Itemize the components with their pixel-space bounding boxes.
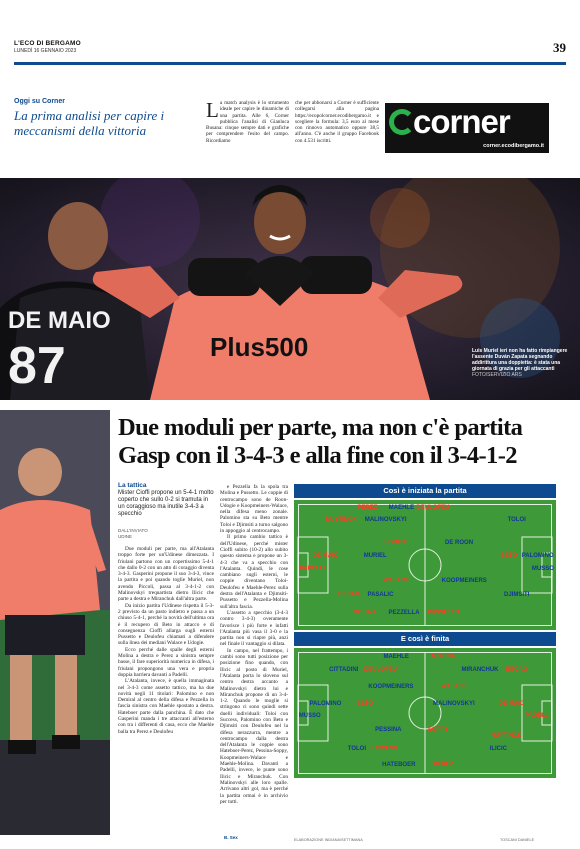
jersey-sponsor-text: Plus500 [210,332,309,362]
headline-line-2: Gasp con il 3-4-3 e alla fine con il 3-4-1-2 [118,442,517,469]
player-label: SOPPY [427,726,449,733]
byline-role: DALL'INVIATO [118,528,148,533]
issue-date: LUNEDÌ 16 GENNAIO 2023 [14,48,77,54]
author-signature: B. Sex [224,835,238,840]
section-title: La prima analisi per capire i meccanismi della vittoria [14,108,165,138]
player-label: DEULOFEU [416,504,450,511]
player-label: TOLOI [347,746,366,753]
headline-line-1: Due moduli per parte, ma non c'è partita [118,414,523,441]
graphic-title-end: E così è finita [294,632,556,646]
promo-text-col-2 [295,100,379,144]
player-label: MUSSO [298,712,321,719]
player-label: DEULOFEU [363,667,397,674]
paragraph: e Pezzella fa la spola tra Molina e Pussetto. Le coppie di centrocampo sono de Roon-Udogie e Koopmeiners-Walace, nella difesa meno zonale. Palomino sta su Beto mentre Toloi e Djimsiti a turno salgono in appoggio al centrocampo. [220,484,288,535]
promo-text-2: che per abbonarsi a Corner è sufficiente collegarsi alla pagina https://ecopolcorner.ecodibergamo.it e scegliere la formula: 3,5 euro al mese con rinnovo automatico oppure 38,5 all'anno. C'è anche il gruppo Facebook con 4.531 iscritti. [295,100,379,144]
player-label: DE MAIO [312,552,339,559]
back-number-text: 87 [8,337,66,395]
player-label: WALACE [440,684,467,690]
lineup-graphic [294,484,556,820]
player-label: TOLOI [507,516,526,523]
player-label: MALINOVSKYI [364,516,407,523]
player-label: WALACE [383,577,410,584]
player-label: BETO [356,700,374,707]
article-column-1 [118,546,214,834]
photo-caption-text: Luis Muriel ieri non ha fatto rimpiangere l'assente Duván Zapata segnando addirittura una doppietta: è stata una giornata di grazia per gli attaccanti [472,348,568,372]
corner-logo-icon [389,109,415,135]
player-label: BECAO [505,667,528,674]
section-kicker: Oggi su Corner [14,98,65,105]
player-label: PADELLI [525,712,551,719]
player-label: UDOGIE [384,539,409,546]
player-label: MAEHLE [388,504,415,511]
player-label: PESSINA [375,726,402,733]
player-label: MIRANCHUK [461,667,499,674]
player-label: PEZZELLA [388,610,420,617]
article-column-2 [220,484,288,832]
back-name-text: DE MAIO [8,307,111,334]
player-label: MAEHLE [383,654,409,661]
player-label: NUYTINCK [325,516,357,523]
player-label: PALOMINO [521,552,554,559]
newspaper-name: L'ECO DI BERGAMO [14,40,81,47]
paragraph: Il primo cambio tattico è dell'Udinese, perché mister Cioffi subito (10-2) allo subito questo sistema e propone un 3-4-3 che va a specchio con l'Atalanta. Quindi, le cose cambiano sugli esterni, le coppie diventano Toloi-Deulofeu e Maehle-Perez sulla destra dell'Atalanta e Djimsiti-Pussetto e Pezzella-Molina sull'altra fascia. [220,534,288,610]
article-headline [118,414,568,470]
article-deck [118,482,214,540]
paragraph: L'assetto a specchio (3-4-3 contro 3-4-3) overamente favorisce i più forte e infatti l'Atalanta più vasa il 3-0 e la partita non si riapre più, anzi nel finale il vantaggio si dilata. [220,609,288,648]
corner-logo-url: corner.ecodibergamo.it [483,143,544,149]
player-label: MUSSO [531,565,554,572]
player-label: MOLINA [352,610,377,617]
corner-logo-word: corner [413,103,510,140]
deck-text: Mister Cioffi propone un 5-4-1 molto coperto che sullo 0-2 si tramuta in un coraggioso ma inutile 3-4-3 a specchio [118,490,214,517]
player-label: MURIEL [363,552,387,559]
paragraph: In campo, nel frattempo, i cambi sono tutti posizione per posizione fino quando, con Ilicic al posto di Muriel, l'Atalanta porta lo sloveno sul centro destra accanto a Malinovskyi dietro lui e Miranchuk propone di un 3-4-1-2. Quando le moglie si stringono ci sono quindi sette duelli individuali: Toloi con Success, Palomino con Beto e Djimsiti con Deulofeu nel la difesa nerazzurra, mentre a centrocampo dalla destra dell'Atalanta le coppie sono Hateboer-Perez, Pessina-Soppy, Koopmeiners-Walace e Maehle-Molina. Davanti a Padelli, invece, le punte sono Ilicic e Miranchuk. Con Malinovskyi alle loro spalle. Arrivano altri gol, ma è perché la partita ormai è in archivio per tutti. [220,647,288,805]
player-label: KOOPMEINERS [368,684,414,690]
player-label: SUCCESS [368,746,398,753]
player-running-image [0,410,110,835]
player-label: MOLINA [431,654,456,661]
pitch-end [294,648,556,778]
paragraph: L'Atalanta, invece, è quella immaginata nel 3-4-3 come assetto tattico, ma ha due novità negli 11 titolari: Palomino e non Demiral al centro della difesa e Pezzella in fascia sinistra con Maehle spostato a destra. Hateboer parte dalla panchina. È dato che Gasperini manda i tre attaccanti all'esterno con tra i differenti di casa, ecco che Maehle balla tra Perez e Deulofeu [118,678,214,735]
corner-logo [385,103,549,153]
player-label: DE MAIO [498,700,525,707]
player-label: MALINOVSKYI [432,700,475,707]
corner-promo-heading [14,98,184,138]
graphic-source: ELABORAZIONE INDIANA/SETTIMANA [294,838,363,842]
player-label: PALOMINO [309,700,342,707]
player-label: PEREZ [357,504,378,511]
player-label: ILICIC [489,746,508,753]
player-label: PADELLI [299,565,325,572]
masthead [14,40,566,68]
promo-text-col-1 [206,100,289,144]
player-label: PUSSETTO [427,610,460,617]
article-side-photo [0,410,110,835]
player-label: BECAO [338,591,360,598]
player-label: HATEBOER [382,762,416,768]
masthead-rule [14,62,566,65]
promo-text-1: a match analysis è lo strumento ideale per capire le dinamiche di una partita. Alle 6, Corner pubblica l'analisi di Gianluca Busana: cinque sempre dati e grafiche per comprendere l'esito del campo. Ricordiamo [206,100,289,144]
player-label: DJIMSITI [504,591,530,598]
player-label: DE ROON [445,539,474,546]
photo-caption [472,348,572,378]
deck-kicker: La tattica [118,482,147,489]
paragraph: Ecco perché dalle spalle degli esterni Molina a destra e Perez a sinistra sempre basse, il fare superiorità numerica in difesa, i friulani propongono una vera e propria doppia barriera davanti a Padelli. [118,646,214,678]
graphic-author: TOSCANI DANIELE [500,838,535,842]
photo-credit: FOTO/SERVIZIO ARS [472,372,522,378]
byline [118,528,214,540]
pitch-start [294,500,556,630]
paragraph: Da inizio partita l'Udinese rispetta il 5-3-2 previsto da un pasto indietro e passa a un chiuso 5-4-1, perché la novità dell'ultima ora è il recupero di Beto in attacco e di conseguenza Cioffi allarga sugli esterni Pussetto e Deulofeu chiamati a difendere sulla linea dei mediani Walace e Udogie. [118,602,214,647]
graphic-title-start: Così è iniziata la partita [294,484,556,498]
byline-place: UDINE [118,534,133,539]
player-label: CITTADINI [329,667,359,674]
player-label: PASALIC [367,591,394,598]
player-label: KOOPMEINERS [441,577,487,584]
player-label: PEREZ [433,762,454,768]
drop-cap: L [206,98,219,122]
player-label: NUYTINCK [490,733,522,740]
page-number: 39 [553,40,566,55]
player-label: BETO [500,552,518,559]
paragraph: Due moduli per parte, ma all'Atalanta troppo forte per un'Udinese dimezzata. I friulani partono con un copertissimo 5-4-1 che dallo 0-2 con un atto di coraggio diventa 3-4-3. Gasperini propone il suo 3-4-3, vince la partita e poi quando toglie Muriel, non avendo Piccoli, passa al 3-4-1-2 con Malinovskyi trequartista dietro Ilicic che parte a destra e Miranchuk dall'altra parte. [118,546,214,603]
